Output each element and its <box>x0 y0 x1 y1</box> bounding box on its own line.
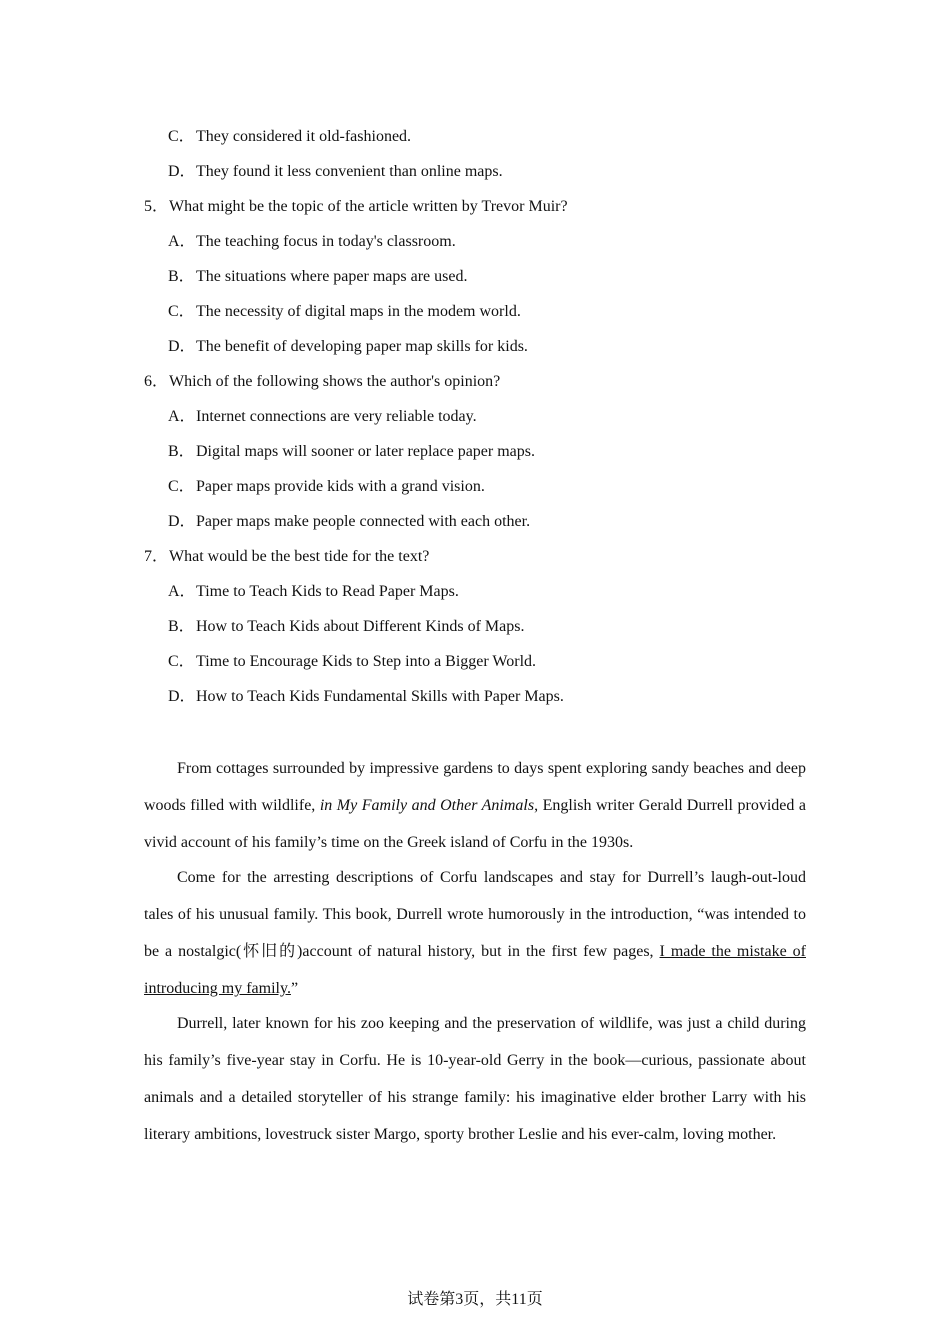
passage-paragraph-2 <box>144 859 806 1007</box>
option-7b <box>168 617 524 637</box>
option-7a <box>168 582 459 602</box>
option-letter: C． <box>168 128 195 145</box>
option-6b <box>168 442 535 462</box>
option-text: The benefit of developing paper map skills for kids. <box>196 338 528 355</box>
option-text: Paper maps make people connected with each other. <box>196 513 531 530</box>
passage-text: , English writer Gerald Durrell provided a vivid account of his family’s time on the Greek island of Corfu in the 1930s. <box>144 797 806 851</box>
underlined-quote: I made the mistake of introducing my family. <box>144 943 806 997</box>
question-text: Which of the following shows the author's opinion? <box>169 373 501 390</box>
option-text: Time to Encourage Kids to Step into a Bigger World. <box>196 653 537 670</box>
option-text: Internet connections are very reliable today. <box>196 408 477 425</box>
book-title: in My Family and Other Animals <box>319 797 535 814</box>
option-7d <box>168 687 564 707</box>
option-7c <box>168 652 536 672</box>
option-letter: B． <box>168 443 195 460</box>
question-number: 7． <box>144 548 169 565</box>
option-text: Digital maps will sooner or later replace paper maps. <box>196 443 535 460</box>
option-letter: D． <box>168 163 196 180</box>
option-text: They found it less convenient than online maps. <box>196 163 503 180</box>
option-text: The necessity of digital maps in the modem world. <box>196 303 521 320</box>
option-letter: B． <box>168 268 195 285</box>
option-letter: D． <box>168 513 196 530</box>
option-6c <box>168 477 485 497</box>
question-text: What would be the best tide for the text? <box>169 548 430 565</box>
page-footer: 试卷第3页，共11页 <box>407 1291 543 1308</box>
option-letter: D． <box>168 688 196 705</box>
passage-paragraph-1 <box>144 750 806 861</box>
option-4c <box>168 127 411 147</box>
option-letter: B． <box>168 618 195 635</box>
passage-text: ” <box>290 980 299 997</box>
option-letter: C． <box>168 653 195 670</box>
question-7 <box>144 547 429 567</box>
option-6d <box>168 512 530 532</box>
option-text: Paper maps provide kids with a grand vision. <box>196 478 485 495</box>
option-letter: C． <box>168 478 195 495</box>
question-text: What might be the topic of the article written by Trevor Muir? <box>169 198 568 215</box>
option-text: How to Teach Kids Fundamental Skills with Paper Maps. <box>196 688 564 705</box>
option-letter: C． <box>168 303 195 320</box>
question-5 <box>144 197 568 217</box>
option-text: The situations where paper maps are used. <box>196 268 468 285</box>
option-letter: A． <box>168 583 196 600</box>
passage-text: From cottages surrounded by impressive gardens to days spent exploring sandy beaches and deep woods filled with wildlife, <box>144 760 806 814</box>
option-text: Time to Teach Kids to Read Paper Maps. <box>196 583 459 600</box>
question-number: 6． <box>144 373 169 390</box>
option-5b <box>168 267 467 287</box>
question-number: 5． <box>144 198 169 215</box>
option-letter: D． <box>168 338 196 355</box>
option-letter: A． <box>168 408 196 425</box>
passage-paragraph-3: Durrell, later known for his zoo keeping and the preservation of wildlife, was just a child during his family’s five-year stay in Corfu. He is 10-year-old Gerry in the book—curious, passionate about animals and a detailed storyteller of his strange family: his imaginative elder brother Larry with his literary ambitions, lovestruck sister Margo, sporty brother Leslie and his ever-calm, loving mother. <box>144 1015 806 1143</box>
option-text: They considered it old-fashioned. <box>196 128 412 145</box>
option-4d <box>168 162 503 182</box>
question-6 <box>144 372 500 392</box>
option-6a <box>168 407 477 427</box>
option-letter: A． <box>168 233 196 250</box>
option-5a <box>168 232 456 252</box>
option-text: The teaching focus in today's classroom. <box>196 233 456 250</box>
option-5d <box>168 337 528 357</box>
option-5c <box>168 302 521 322</box>
option-text: How to Teach Kids about Different Kinds of Maps. <box>196 618 525 635</box>
passage-text: Come for the arresting descriptions of Corfu landscapes and stay for Durrell’s laugh-out-loud tales of his unusual family. This book, Durrell wrote humorously in the introduction, “was intended to be a nostalgic(怀旧的)account of natural history, but in the first few pages, <box>144 869 806 960</box>
